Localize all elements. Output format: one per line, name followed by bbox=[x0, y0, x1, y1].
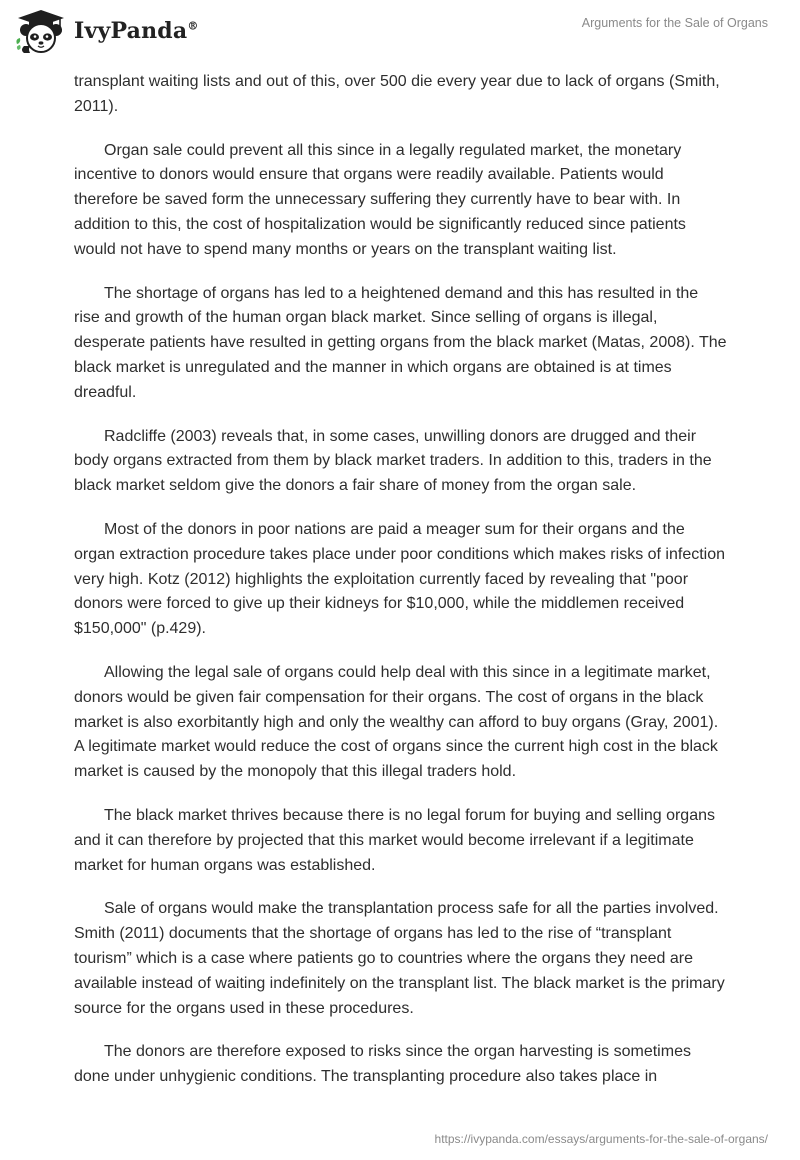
paragraph: The shortage of organs has led to a heightened demand and this has resulted in the rise and growth of the human organ black market. Since selling of organs is illegal, desperate patients have resulted in getting organs from the black market (Matas, 2008). The black market is unregulated and the manner in which organs are obtained is at times dreadful. bbox=[74, 284, 727, 401]
page-header bbox=[0, 0, 800, 64]
logo-wordmark: IvyPanda® bbox=[74, 18, 199, 44]
paragraph: Allowing the legal sale of organs could help deal with this since in a legitimate market, donors would be given fair compensation for their organs. The cost of organs in the black market is also exorbitantly high and only the wealthy can afford to buy organs (Gray, 2001). A legitimate market would reduce the cost of organs since the current high cost in the black market is caused by the monopoly that this illegal traders hold. bbox=[74, 663, 719, 781]
document-title: Arguments for the Sale of Organs bbox=[581, 16, 768, 30]
essay-body bbox=[74, 70, 728, 1109]
paragraph-continued: transplant waiting lists and out of this, over 500 die every year due to lack of organs (Smith, 2011). bbox=[74, 73, 720, 115]
paragraph: Radcliffe (2003) reveals that, in some cases, unwilling donors are drugged and their body organs extracted from them by black market traders. In addition to this, traders in the black market seldom give the donors a fair share of money from the organ sale. bbox=[74, 427, 712, 495]
paragraph: The donors are therefore exposed to risks since the organ harvesting is sometimes done under unhygienic conditions. The transplanting procedure also takes place in bbox=[74, 1043, 691, 1086]
paragraph: The black market thrives because there is no legal forum for buying and selling organs and it can therefore by projected that this market would become irrelevant if a legitimate market for human organs was established. bbox=[74, 806, 715, 874]
paragraph: Organ sale could prevent all this since in a legally regulated market, the monetary incentive to donors would ensure that organs were readily available. Patients would therefore be saved form the unnecessary suffering they currently have to bear with. In addition to this, the cost of hospitalization would be significantly reduced since patients would not have to spend many months or years on the transplant waiting list. bbox=[74, 141, 686, 258]
paragraph: Most of the donors in poor nations are paid a meager sum for their organs and the organ extraction procedure takes place under poor conditions which makes risks of infection very high. Kotz (2012) highlights the exploitation currently faced by revealing that "poor donors were forced to give up their kidneys for $10,000, while the middlemen received $150,000" (p.429). bbox=[74, 520, 726, 638]
source-url[interactable]: https://ivypanda.com/essays/arguments-for-the-sale-of-organs/ bbox=[434, 1132, 768, 1146]
paragraph: Sale of organs would make the transplantation process safe for all the parties involved. Smith (2011) documents that the shortage of organs has led to the rise of “transplant tourism” which is a case where patients go to countries where the organs they need are available instead of waiting indefinitely on the transplant list. The black market is the primary source for the organs used in these procedures. bbox=[74, 900, 725, 1017]
site-logo[interactable] bbox=[14, 8, 199, 54]
panda-graduate-icon bbox=[14, 8, 68, 54]
